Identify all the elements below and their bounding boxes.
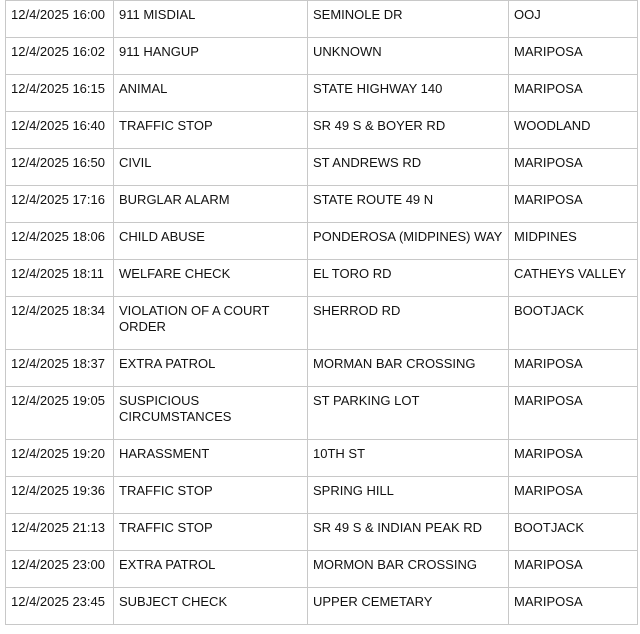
call-type-cell: SUSPICIOUS CIRCUMSTANCES (114, 387, 308, 440)
call-type-cell: CIVIL (114, 149, 308, 186)
call-type-cell: BURGLAR ALARM (114, 186, 308, 223)
call-type-cell: CHILD ABUSE (114, 223, 308, 260)
area-cell: MARIPOSA (509, 440, 638, 477)
location-cell: SPRING HILL (308, 477, 509, 514)
location-cell: UPPER CEMETARY (308, 588, 509, 625)
call-type-cell: 911 MISDIAL (114, 1, 308, 38)
call-type-cell: WELFARE CHECK (114, 260, 308, 297)
area-cell: MARIPOSA (509, 75, 638, 112)
datetime-cell: 12/4/2025 18:11 (6, 260, 114, 297)
table-row (6, 514, 638, 551)
call-type-cell: TRAFFIC STOP (114, 514, 308, 551)
area-cell: MARIPOSA (509, 149, 638, 186)
location-cell: ST ANDREWS RD (308, 149, 509, 186)
location-cell: SHERROD RD (308, 297, 509, 350)
location-cell: PONDEROSA (MIDPINES) WAY (308, 223, 509, 260)
table-row (6, 551, 638, 588)
call-log-table (5, 0, 638, 625)
datetime-cell: 12/4/2025 23:00 (6, 551, 114, 588)
table-row (6, 38, 638, 75)
location-cell: MORMAN BAR CROSSING (308, 350, 509, 387)
table-row (6, 440, 638, 477)
datetime-cell: 12/4/2025 16:50 (6, 149, 114, 186)
datetime-cell: 12/4/2025 19:36 (6, 477, 114, 514)
table-row (6, 1, 638, 38)
location-cell: UNKNOWN (308, 38, 509, 75)
table-row (6, 387, 638, 440)
area-cell: BOOTJACK (509, 514, 638, 551)
datetime-cell: 12/4/2025 23:45 (6, 588, 114, 625)
area-cell: MARIPOSA (509, 588, 638, 625)
area-cell: MARIPOSA (509, 387, 638, 440)
datetime-cell: 12/4/2025 18:34 (6, 297, 114, 350)
area-cell: MARIPOSA (509, 551, 638, 588)
location-cell: SEMINOLE DR (308, 1, 509, 38)
datetime-cell: 12/4/2025 18:37 (6, 350, 114, 387)
table-row (6, 260, 638, 297)
call-log-body (6, 1, 638, 625)
area-cell: MARIPOSA (509, 350, 638, 387)
table-row (6, 223, 638, 260)
table-row (6, 186, 638, 223)
area-cell: MARIPOSA (509, 38, 638, 75)
call-type-cell: SUBJECT CHECK (114, 588, 308, 625)
call-type-cell: TRAFFIC STOP (114, 112, 308, 149)
area-cell: MARIPOSA (509, 186, 638, 223)
table-row (6, 588, 638, 625)
table-row (6, 350, 638, 387)
datetime-cell: 12/4/2025 16:00 (6, 1, 114, 38)
datetime-cell: 12/4/2025 21:13 (6, 514, 114, 551)
table-row (6, 112, 638, 149)
call-type-cell: VIOLATION OF A COURT ORDER (114, 297, 308, 350)
area-cell: WOODLAND (509, 112, 638, 149)
datetime-cell: 12/4/2025 16:15 (6, 75, 114, 112)
area-cell: MIDPINES (509, 223, 638, 260)
location-cell: ST PARKING LOT (308, 387, 509, 440)
area-cell: BOOTJACK (509, 297, 638, 350)
location-cell: STATE HIGHWAY 140 (308, 75, 509, 112)
datetime-cell: 12/4/2025 17:16 (6, 186, 114, 223)
table-row (6, 149, 638, 186)
call-type-cell: EXTRA PATROL (114, 551, 308, 588)
location-cell: MORMON BAR CROSSING (308, 551, 509, 588)
location-cell: STATE ROUTE 49 N (308, 186, 509, 223)
location-cell: SR 49 S & BOYER RD (308, 112, 509, 149)
datetime-cell: 12/4/2025 16:02 (6, 38, 114, 75)
datetime-cell: 12/4/2025 19:05 (6, 387, 114, 440)
datetime-cell: 12/4/2025 16:40 (6, 112, 114, 149)
datetime-cell: 12/4/2025 18:06 (6, 223, 114, 260)
call-type-cell: ANIMAL (114, 75, 308, 112)
table-row (6, 477, 638, 514)
location-cell: EL TORO RD (308, 260, 509, 297)
location-cell: 10TH ST (308, 440, 509, 477)
call-type-cell: EXTRA PATROL (114, 350, 308, 387)
call-type-cell: HARASSMENT (114, 440, 308, 477)
table-row (6, 75, 638, 112)
datetime-cell: 12/4/2025 19:20 (6, 440, 114, 477)
area-cell: OOJ (509, 1, 638, 38)
area-cell: MARIPOSA (509, 477, 638, 514)
table-row (6, 297, 638, 350)
call-type-cell: 911 HANGUP (114, 38, 308, 75)
call-type-cell: TRAFFIC STOP (114, 477, 308, 514)
location-cell: SR 49 S & INDIAN PEAK RD (308, 514, 509, 551)
area-cell: CATHEYS VALLEY (509, 260, 638, 297)
